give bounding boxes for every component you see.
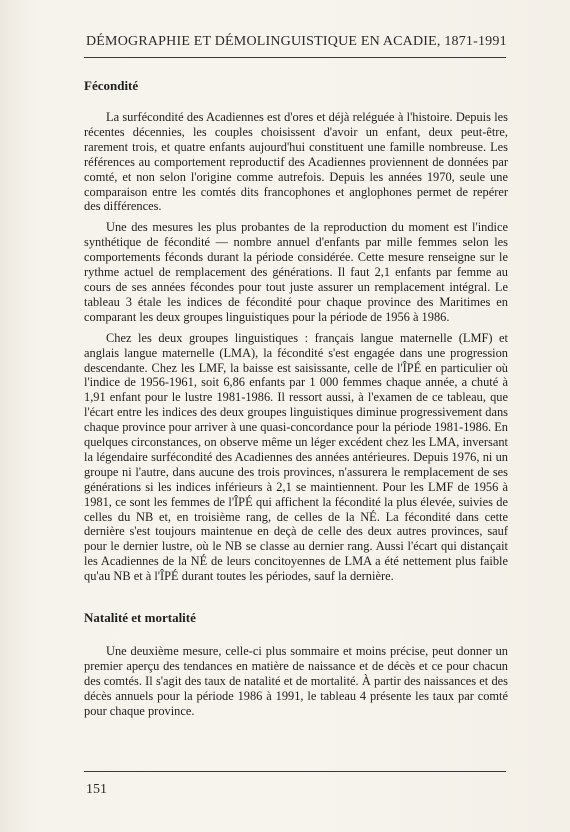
header-rule [84,57,506,58]
paragraph: Une deuxième mesure, celle-ci plus sommaire et moins précise, peut donner un premier aperçu des tendances en matière de naissance et de décès et ce pour chacun des comtés. Il s'agit des taux de natalité et de mortalité. À partir des naissances et des décès annuels pour la période 1986 à 1991, le tableau 4 présente les taux par comté pour chaque province. [84,644,508,718]
section-heading-fecondite: Fécondité [84,78,139,93]
section-heading-natalite: Natalité et mortalité [84,610,196,626]
running-head: DÉMOGRAPHIE ET DÉMOLINGUISTIQUE EN ACADIE, 1871-1991 [86,34,507,49]
paragraph: Chez les deux groupes linguistiques : français langue maternelle (LMF) et anglais langue maternelle (LMA), la fécondité s'est engagée dans une progression descendante. Chez les LMF, la baisse est saisissante, celle de l'ÎPÉ en particulier où l'indice de 1956-1961, soit 6,86 enfants par 1 000 femmes chaque année, a chuté à 1,91 enfant pour le lustre 1981-1986. Il ressort aussi, à l'examen de ce tableau, que l'écart entre les indices des deux groupes linguistiques diminue progressivement dans chaque province pour arriver à une quasi-concordance pour la période 1981-1986. En quelques circonstances, on observe même un léger excédent chez les LMA, inversant la légendaire surfécondité des Acadiennes des années antérieures. Depuis 1976, ni un groupe ni l'autre, dans aucune des trois provinces, n'assurera le remplacement de ses générations si les indices inférieurs à 2,1 se maintiennent. Pour les LMF de 1956 à 1981, ce sont les femmes de l'ÎPÉ qui affichent la fécondité la plus élevée, suivies de celles du NB et, en troisième rang, de celles de la NÉ. La fécondité dans cette dernière s'est toujours maintenue en deçà de celle des deux autres provinces, sauf pour le dernier lustre, où le NB se classe au dernier rang. Aussi l'écart qui distançait les Acadiennes de la NÉ de leurs concitoyennes de LMA a été nettement plus faible qu'au NB et à l'ÎPÉ durant toutes les périodes, sauf la dernière. [84,330,508,584]
footer-rule [84,771,506,772]
body-text [84,78,508,725]
page-number: 151 [86,782,107,797]
paragraph: Une des mesures les plus probantes de la reproduction du moment est l'indice synthétique de fécondité — nombre annuel d'enfants par mille femmes selon les comportements féconds durant la période considérée. Cette mesure renseigne sur le rythme actuel de remplacement des générations. Il faut 2,1 enfants par femme au cours de ses années fécondes pour tout juste assurer un remplacement intégral. Le tableau 3 étale les indices de fécondité pour chaque province des Maritimes en comparant les deux groupes linguistiques pour la période de 1956 à 1986. [84,220,508,324]
paragraph: La surfécondité des Acadiennes est d'ores et déjà reléguée à l'histoire. Depuis les récentes décennies, les couples choisissent d'avoir un enfant, deux peut-être, rarement trois, et quatre enfants aujourd'hui constituent une famille nombreuse. Les références au comportement reproductif des Acadiennes proviennent de données par comté, et non selon l'origine comme autrefois. Depuis les années 1970, seule une comparaison entre les comtés dits francophones et anglophones permet de repérer des différences. [84,110,508,214]
